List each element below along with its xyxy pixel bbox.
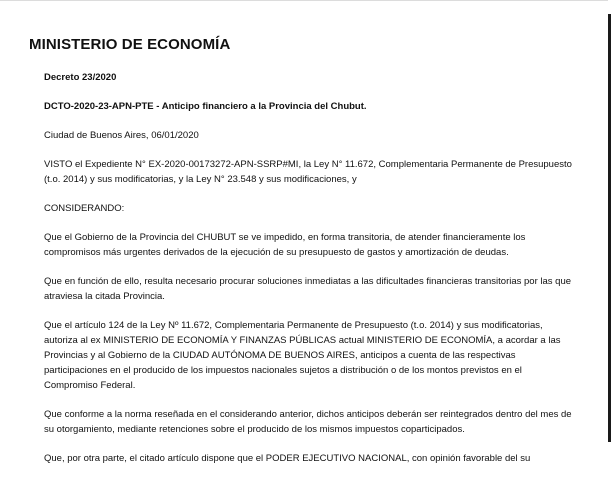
paragraph-visto: VISTO el Expediente N° EX-2020-00173272-APN-SSRP#MI, la Ley N° 11.672, Complementaria Permanente de Presupuesto (t.o. 2014) y sus modificatorias, y la Ley N° 23.548 y sus modificaciones, y bbox=[44, 159, 572, 185]
paragraph-considerando-3: Que el artículo 124 de la Ley Nº 11.672, Complementaria Permanente de Presupuesto (t.o. 2014) y sus modificatorias, autoriza al ex MINISTERIO DE ECONOMÍA Y FINANZAS PÚBLICAS actual MINISTERIO DE ECONOMÍA, a acordar a las Provincias y al Gobierno de la CIUDAD AUTÓNOMA DE BUENOS AIRES, anticipos a cuenta de las respectivas participaciones en el producido de los impuestos nacionales sujetos a distribución o de los montos previstos en el Compromiso Federal. bbox=[44, 320, 561, 391]
top-divider bbox=[0, 0, 608, 1]
paragraph-considerando-4: Que conforme a la norma reseñada en el considerando anterior, dichos anticipos deberán ser reintegrados dentro del mes de su otorgamiento, mediante retenciones sobre el producido de los mismos impuestos coparticipados. bbox=[44, 409, 572, 435]
place-date: Ciudad de Buenos Aires, 06/01/2020 bbox=[44, 130, 199, 141]
paragraph-considerando-5: Que, por otra parte, el citado artículo dispone que el PODER EJECUTIVO NACIONAL, con opinión favorable del su bbox=[44, 453, 531, 464]
decree-body bbox=[44, 70, 572, 480]
ministry-heading: MINISTERIO DE ECONOMÍA bbox=[29, 36, 231, 53]
paragraph-considerando-2: Que en función de ello, resulta necesario procurar soluciones inmediatas a las dificultades financieras transitorias por las que atraviesa la citada Provincia. bbox=[44, 276, 572, 302]
paragraph-considerando-heading: CONSIDERANDO: bbox=[44, 203, 125, 214]
decree-number: Decreto 23/2020 bbox=[44, 72, 117, 83]
decree-title: DCTO-2020-23-APN-PTE - Anticipo financiero a la Provincia del Chubut. bbox=[44, 101, 367, 112]
paragraph-considerando-1: Que el Gobierno de la Provincia del CHUBUT se ve impedido, en forma transitoria, de atender financieramente los compromisos más urgentes derivados de la ejecución de su presupuesto de gastos y amortización de deudas. bbox=[44, 232, 526, 258]
